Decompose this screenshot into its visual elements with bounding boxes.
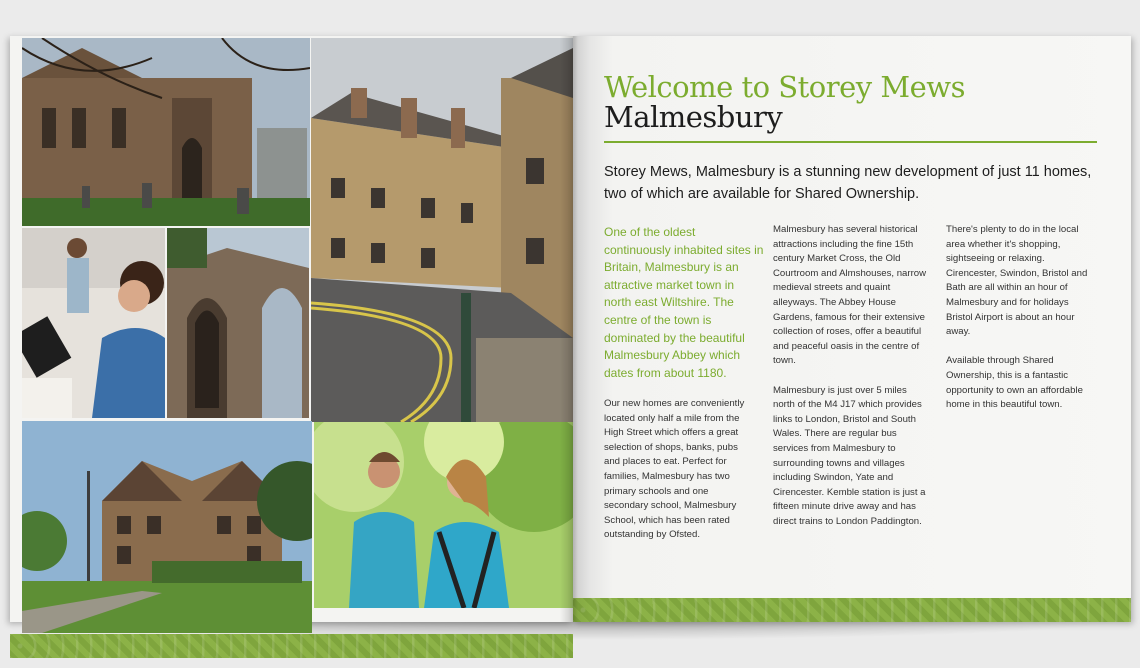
lede-paragraph: Storey Mews, Malmesbury is a stunning new development of just 11 homes, two of which are available for Shared Ownership. [604,164,1092,202]
decorative-band-right [573,598,1131,622]
column-2-paragraph-2: Malmesbury is just over 5 miles north of the M4 J17 which provides links to London, Bristol and South Wales. There are regular bus services from Malmesbury to surrounding towns and villages including Swindon, Yate and Cirencester. Kemble station is just a fifteen minute drive away and has direct trains to London Paddington. [773,384,926,527]
photo-couple [314,422,573,608]
column-3 [946,223,1096,427]
heading-divider [604,141,1097,143]
photo-abbey [22,38,310,226]
column-2 [773,223,928,544]
column-1-paragraph: Our new homes are conveniently located only half a mile from the High Street which offers a great selection of shops, banks, pubs and places to eat. Perfect for families, Malmesbury has two primary schools and one secondary school, Malmesbury School, which has been rated outstanding by Ofsted. [604,398,745,541]
column-3-paragraph-1: There's plenty to do in the local area whether it's shopping, sightseeing or relaxing. Cirencester, Swindon, Bristol and Bath are all within an hour of Malmesbury and for holidays Bristol Airport is about an hour away. [946,224,1088,338]
column-1-body [604,397,754,558]
heading-line-2: Malmesbury [604,100,783,134]
column-2-paragraph-1: Malmesbury has several historical attractions including the fine 15th century Market Cross, the Old Courtroom and Almshouses, narrow medieval streets and quaint alleyways. The Abbey House Gardens, famous for their extensive collection of roses, offer a beautiful and peaceful oasis in the centre of town. [773,224,927,367]
heading-line-1: Welcome to Storey Mews [604,70,965,104]
intro-paragraph: One of the oldest continuously inhabited sites in Britain, Malmesbury is an attractive market town in north east Wiltshire. The centre of the town is dominated by the beautiful Malmesbury Abbey which dates from about 1180. [604,225,764,380]
left-page [10,36,573,622]
column-3-paragraph-2: Available through Shared Ownership, this is a fantastic opportunity to own an affordable home in this beautiful town. [946,355,1083,411]
photo-street [311,38,573,422]
photo-woman-tablet [22,228,165,418]
decorative-band-left [10,634,573,658]
photo-abbey-window [167,228,309,418]
photo-manor-house [22,421,312,633]
